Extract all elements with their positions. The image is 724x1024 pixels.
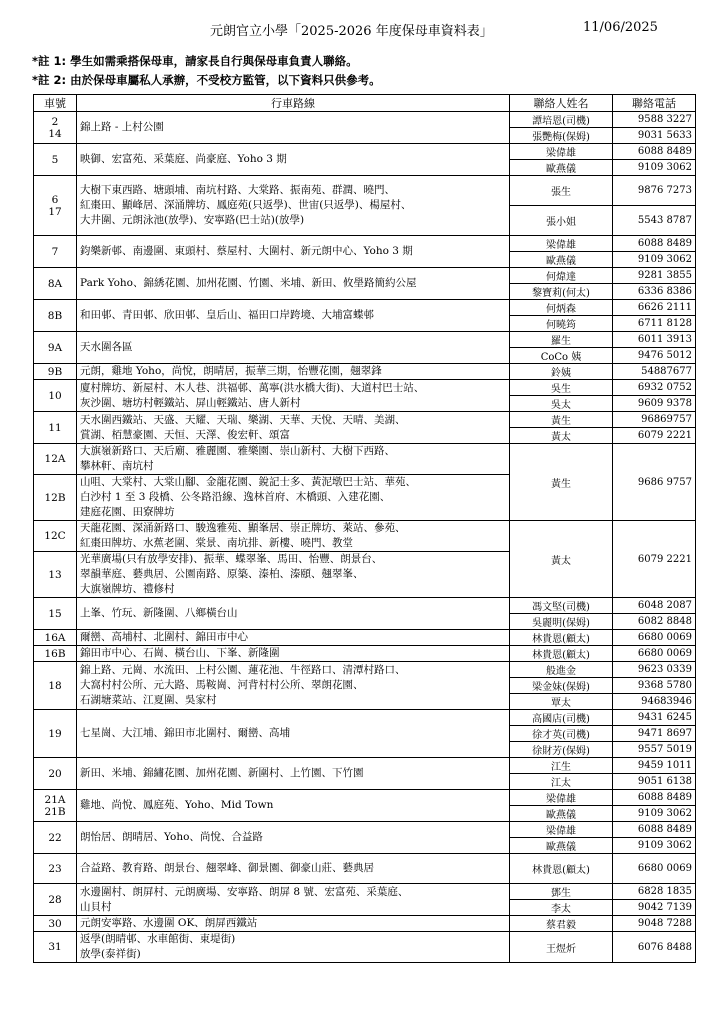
contact-phone: 6088 8489 (613, 144, 696, 160)
contact-name: 般進金 (510, 662, 613, 678)
contact-name: 鈴姨 (510, 364, 613, 380)
contact-name: 歐燕儀 (510, 160, 613, 176)
table-row (34, 790, 696, 806)
bus-number: 12A (34, 444, 77, 475)
contact-phone: 9031 5633 (613, 128, 696, 144)
contact-phone: 6932 0752 (613, 380, 696, 396)
table-row (34, 822, 696, 838)
contact-name: 蔡君毅 (510, 916, 613, 932)
route-text: 光華廣場(只有放學安排)、振華、蝶翠峯、馬田、怡豐、朗景台、 翠韻華庭、藝典居、公園南路、原築、溱柏、溱頤、翹翠峯、 大旗嶺牌坊、禮修村 (77, 552, 510, 598)
contact-phone: 6079 2221 (613, 521, 696, 598)
table-row (34, 758, 696, 774)
table-row (34, 662, 696, 678)
table-row (34, 710, 696, 726)
contact-name: 江太 (510, 774, 613, 790)
contact-phone: 6011 3913 (613, 332, 696, 348)
contact-phone: 9557 5019 (613, 742, 696, 758)
contact-name: 王煜炘 (510, 932, 613, 963)
table-header-row (34, 95, 696, 112)
contact-name: 梁偉雄 (510, 236, 613, 252)
table-row (34, 364, 696, 380)
bus-number: 15 (34, 598, 77, 630)
document-date: 11/06/2025 (583, 20, 658, 35)
note-1: *註 1: 學生如需乘搭保母車，請家長自行與保母車負責人聯絡。 (32, 54, 358, 68)
route-text: 元朗安寧路、水邊圍 OK、朗屏西鐵站 (77, 916, 510, 932)
page-header (0, 20, 724, 40)
contact-phone: 9686 9757 (613, 444, 696, 521)
contact-name: 譚培恩(司機) (510, 112, 613, 128)
contact-name: 黃太 (510, 428, 613, 444)
route-text: 水邊圍村、朗屏村、元朗廣場、安寧路、朗屏 8 號、宏富苑、采葉庭、 山貝村 (77, 884, 510, 916)
route-text: 錦上路、元崗、水流田、上村公園、蓮花池、牛徑路口、清潭村路口、 大窩村村公所、元大路、馬鞍崗、河背村村公所、翠朗花園、 石湖塘菜站、江夏圍、吳家村 (77, 662, 510, 710)
bus-number: 22 (34, 822, 77, 854)
contact-name: 吳麗明(保姆) (510, 614, 613, 630)
contact-phone: 6088 8489 (613, 236, 696, 252)
route-text: 鈞樂新邨、南邊圍、東頭村、蔡屋村、大圍村、新元朗中心、Yoho 3 期 (77, 236, 510, 268)
table-row (34, 598, 696, 614)
contact-phone: 94683946 (613, 694, 696, 710)
contact-phone: 6048 2087 (613, 598, 696, 614)
contact-name: 何炳森 (510, 300, 613, 316)
bus-number: 8B (34, 300, 77, 332)
route-text: Park Yoho、錦綉花園、加州花園、竹園、米埔、新田、攸壆路簡約公屋 (77, 268, 510, 300)
table-row (34, 521, 696, 552)
contact-phone: 9876 7273 (613, 176, 696, 206)
contact-phone: 9109 3062 (613, 838, 696, 854)
route-text: 天龍花園、深涌新路口、駿逸雅苑、顯峯居、崇正牌坊、萊站、參苑、 紅棗田牌坊、水蕉老圍、棠景、南坑排、新樓、曉門、教堂 (77, 521, 510, 552)
contact-name: 徐財芳(保姆) (510, 742, 613, 758)
bus-number: 20 (34, 758, 77, 790)
contact-name: 林貴恩(顧太) (510, 854, 613, 884)
route-text: 天水圍各區 (77, 332, 510, 364)
contact-name: CoCo 姨 (510, 348, 613, 364)
contact-phone: 6626 2111 (613, 300, 696, 316)
route-text: 上峯、竹玩、新隆圍、八鄉橫台山 (77, 598, 510, 630)
contact-phone: 9609 9378 (613, 396, 696, 412)
contact-name: 黃太 (510, 521, 613, 598)
contact-phone: 6711 8128 (613, 316, 696, 332)
route-text: 新田、米埔、錦繡花園、加州花園、新圍村、上竹園、下竹園 (77, 758, 510, 790)
contact-phone: 9368 5780 (613, 678, 696, 694)
bus-number: 30 (34, 916, 77, 932)
contact-name: 歐燕儀 (510, 838, 613, 854)
table-row (34, 300, 696, 316)
bus-number: 31 (34, 932, 77, 963)
bus-number: 16A (34, 630, 77, 646)
contact-phone: 6828 1835 (613, 884, 696, 900)
contact-name: 馮文堅(司機) (510, 598, 613, 614)
contact-phone: 54887677 (613, 364, 696, 380)
contact-name: 張艷梅(保姆) (510, 128, 613, 144)
bus-number: 19 (34, 710, 77, 758)
contact-name: 張小姐 (510, 206, 613, 236)
table-row (34, 932, 696, 963)
route-text: 返學(朗晴邨、水車館街、東堤街) 放學(泰祥街) (77, 932, 510, 963)
contact-phone: 6680 0069 (613, 646, 696, 662)
table-row (34, 444, 696, 475)
table-row (34, 112, 696, 128)
contact-phone: 6680 0069 (613, 854, 696, 884)
header-route: 行車路線 (77, 95, 510, 112)
table-body (34, 112, 696, 963)
contact-phone: 6088 8489 (613, 822, 696, 838)
contact-name: 李太 (510, 900, 613, 916)
bus-number: 6 17 (34, 176, 77, 236)
contact-name: 羅生 (510, 332, 613, 348)
contact-phone: 9048 7288 (613, 916, 696, 932)
route-text: 七星崗、大江埔、錦田市北圍村、爾巒、高埔 (77, 710, 510, 758)
bus-number: 8A (34, 268, 77, 300)
contact-phone: 6336 8386 (613, 284, 696, 300)
bus-number: 10 (34, 380, 77, 412)
bus-number: 11 (34, 412, 77, 444)
route-text: 大旗嶺新路口、天后廟、雅麗園、雅樂園、崇山新村、大樹下西路、 攀林軒、南坑村 (77, 444, 510, 475)
bus-number: 23 (34, 854, 77, 884)
table-row (34, 268, 696, 284)
notes (32, 52, 381, 90)
document-title: 元朗官立小學「2025-2026 年度保母車資料表」 (210, 24, 493, 39)
route-text: 廈村牌坊、新屋村、木人巷、洪福邨、萬寧(洪水橋大街)、大道村巴士站、 灰沙圍、塘坊村輕鐵站、屏山輕鐵站、唐人新村 (77, 380, 510, 412)
note-2: *註 2: 由於保母車屬私人承辦，不受校方監管，以下資料只供參考。 (32, 73, 381, 87)
route-text: 山咀、大棠村、大棠山腳、金龍花園、銳記士多、黃泥墩巴士站、華苑、 白沙村 1 至 3 段橋、公冬路沿線、逸林首府、木橋頭、入建花園、 建庭花園、田寮牌坊 (77, 475, 510, 521)
bus-number: 28 (34, 884, 77, 916)
contact-phone: 9471 8697 (613, 726, 696, 742)
table-row (34, 144, 696, 160)
contact-phone: 6088 8489 (613, 790, 696, 806)
header-contact-phone: 聯絡電話 (613, 95, 696, 112)
contact-phone: 6680 0069 (613, 630, 696, 646)
header-contact-name: 聯絡人姓名 (510, 95, 613, 112)
route-text: 錦田市中心、石崗、橫台山、下峯、新隆圍 (77, 646, 510, 662)
contact-phone: 9623 0339 (613, 662, 696, 678)
contact-name: 覃太 (510, 694, 613, 710)
bus-number: 9A (34, 332, 77, 364)
bus-number: 5 (34, 144, 77, 176)
table-row (34, 332, 696, 348)
route-text: 大樹下東西路、塘頭埔、南坑村路、大棠路、振南苑、群潤、曉門、 紅棗田、顯峰居、深涌牌坊、鳳庭苑(只返學)、世宙(只返學)、楊屋村、 大井圍、元朗泳池(放學)、安寧路(巴士站)(放學) (77, 176, 510, 236)
contact-name: 江生 (510, 758, 613, 774)
contact-name: 梁偉雄 (510, 790, 613, 806)
bus-number: 21A 21B (34, 790, 77, 822)
contact-phone: 9042 7139 (613, 900, 696, 916)
header-bus-number: 車號 (34, 95, 77, 112)
table-row (34, 236, 696, 252)
contact-name: 梁偉雄 (510, 144, 613, 160)
contact-name: 吳生 (510, 380, 613, 396)
table-row (34, 646, 696, 662)
route-text: 和田邨、青田邨、欣田邨、皇后山、福田口岸跨境、大埔富蝶邨 (77, 300, 510, 332)
route-text: 錦上路 - 上村公園 (77, 112, 510, 144)
bus-number: 12B (34, 475, 77, 521)
contact-phone: 9051 6138 (613, 774, 696, 790)
route-text: 爾巒、高埔村、北圍村、錦田市中心 (77, 630, 510, 646)
bus-number: 18 (34, 662, 77, 710)
school-bus-table (33, 94, 696, 963)
table-row (34, 630, 696, 646)
table-row (34, 176, 696, 206)
route-text: 雞地、尚悅、鳳庭苑、Yoho、Mid Town (77, 790, 510, 822)
bus-number: 12C (34, 521, 77, 552)
route-text: 映御、宏富苑、采葉庭、尚豪庭、Yoho 3 期 (77, 144, 510, 176)
contact-phone: 9109 3062 (613, 806, 696, 822)
table-row (34, 884, 696, 900)
contact-name: 吳太 (510, 396, 613, 412)
contact-name: 黃生 (510, 444, 613, 521)
contact-phone: 9476 5012 (613, 348, 696, 364)
contact-phone: 6076 8488 (613, 932, 696, 963)
contact-name: 徐才英(司機) (510, 726, 613, 742)
contact-phone: 9109 3062 (613, 160, 696, 176)
contact-name: 林貴恩(顧太) (510, 646, 613, 662)
contact-phone: 9281 3855 (613, 268, 696, 284)
bus-number: 16B (34, 646, 77, 662)
contact-phone: 5543 8787 (613, 206, 696, 236)
bus-number: 7 (34, 236, 77, 268)
contact-phone: 9588 3227 (613, 112, 696, 128)
contact-phone: 9431 6245 (613, 710, 696, 726)
contact-phone: 6082 8848 (613, 614, 696, 630)
contact-phone: 96869757 (613, 412, 696, 428)
contact-name: 何煒達 (510, 268, 613, 284)
bus-number: 9B (34, 364, 77, 380)
route-text: 天水圍西鐵站、天盛、天耀、天瑞、樂湖、天華、天悅、天晴、美湖、 賞湖、栢慧豪園、天恒、天澤、俊宏軒、頌富 (77, 412, 510, 444)
contact-name: 張生 (510, 176, 613, 206)
table-row (34, 380, 696, 396)
contact-name: 梁金妹(保姆) (510, 678, 613, 694)
table-row (34, 412, 696, 428)
route-text: 元朗，雞地 Yoho，尚悅，朗晴居，振華三期，怡豐花園，翹翠鋒 (77, 364, 510, 380)
contact-name: 梁偉雄 (510, 822, 613, 838)
table-row (34, 854, 696, 884)
contact-name: 林貴恩(顧太) (510, 630, 613, 646)
contact-name: 何曉筠 (510, 316, 613, 332)
contact-phone: 9109 3062 (613, 252, 696, 268)
bus-number: 13 (34, 552, 77, 598)
contact-name: 鄧生 (510, 884, 613, 900)
contact-phone: 6079 2221 (613, 428, 696, 444)
table-row (34, 916, 696, 932)
contact-name: 黎寶莉(何太) (510, 284, 613, 300)
contact-name: 歐燕儀 (510, 252, 613, 268)
bus-number: 2 14 (34, 112, 77, 144)
contact-name: 歐燕儀 (510, 806, 613, 822)
contact-name: 黃生 (510, 412, 613, 428)
route-text: 合益路、教育路、朗景台、翹翠峰、御景園、御豪山莊、藝典居 (77, 854, 510, 884)
route-text: 朗怡居、朗晴居、Yoho、尚悅、合益路 (77, 822, 510, 854)
contact-phone: 9459 1011 (613, 758, 696, 774)
contact-name: 高國店(司機) (510, 710, 613, 726)
